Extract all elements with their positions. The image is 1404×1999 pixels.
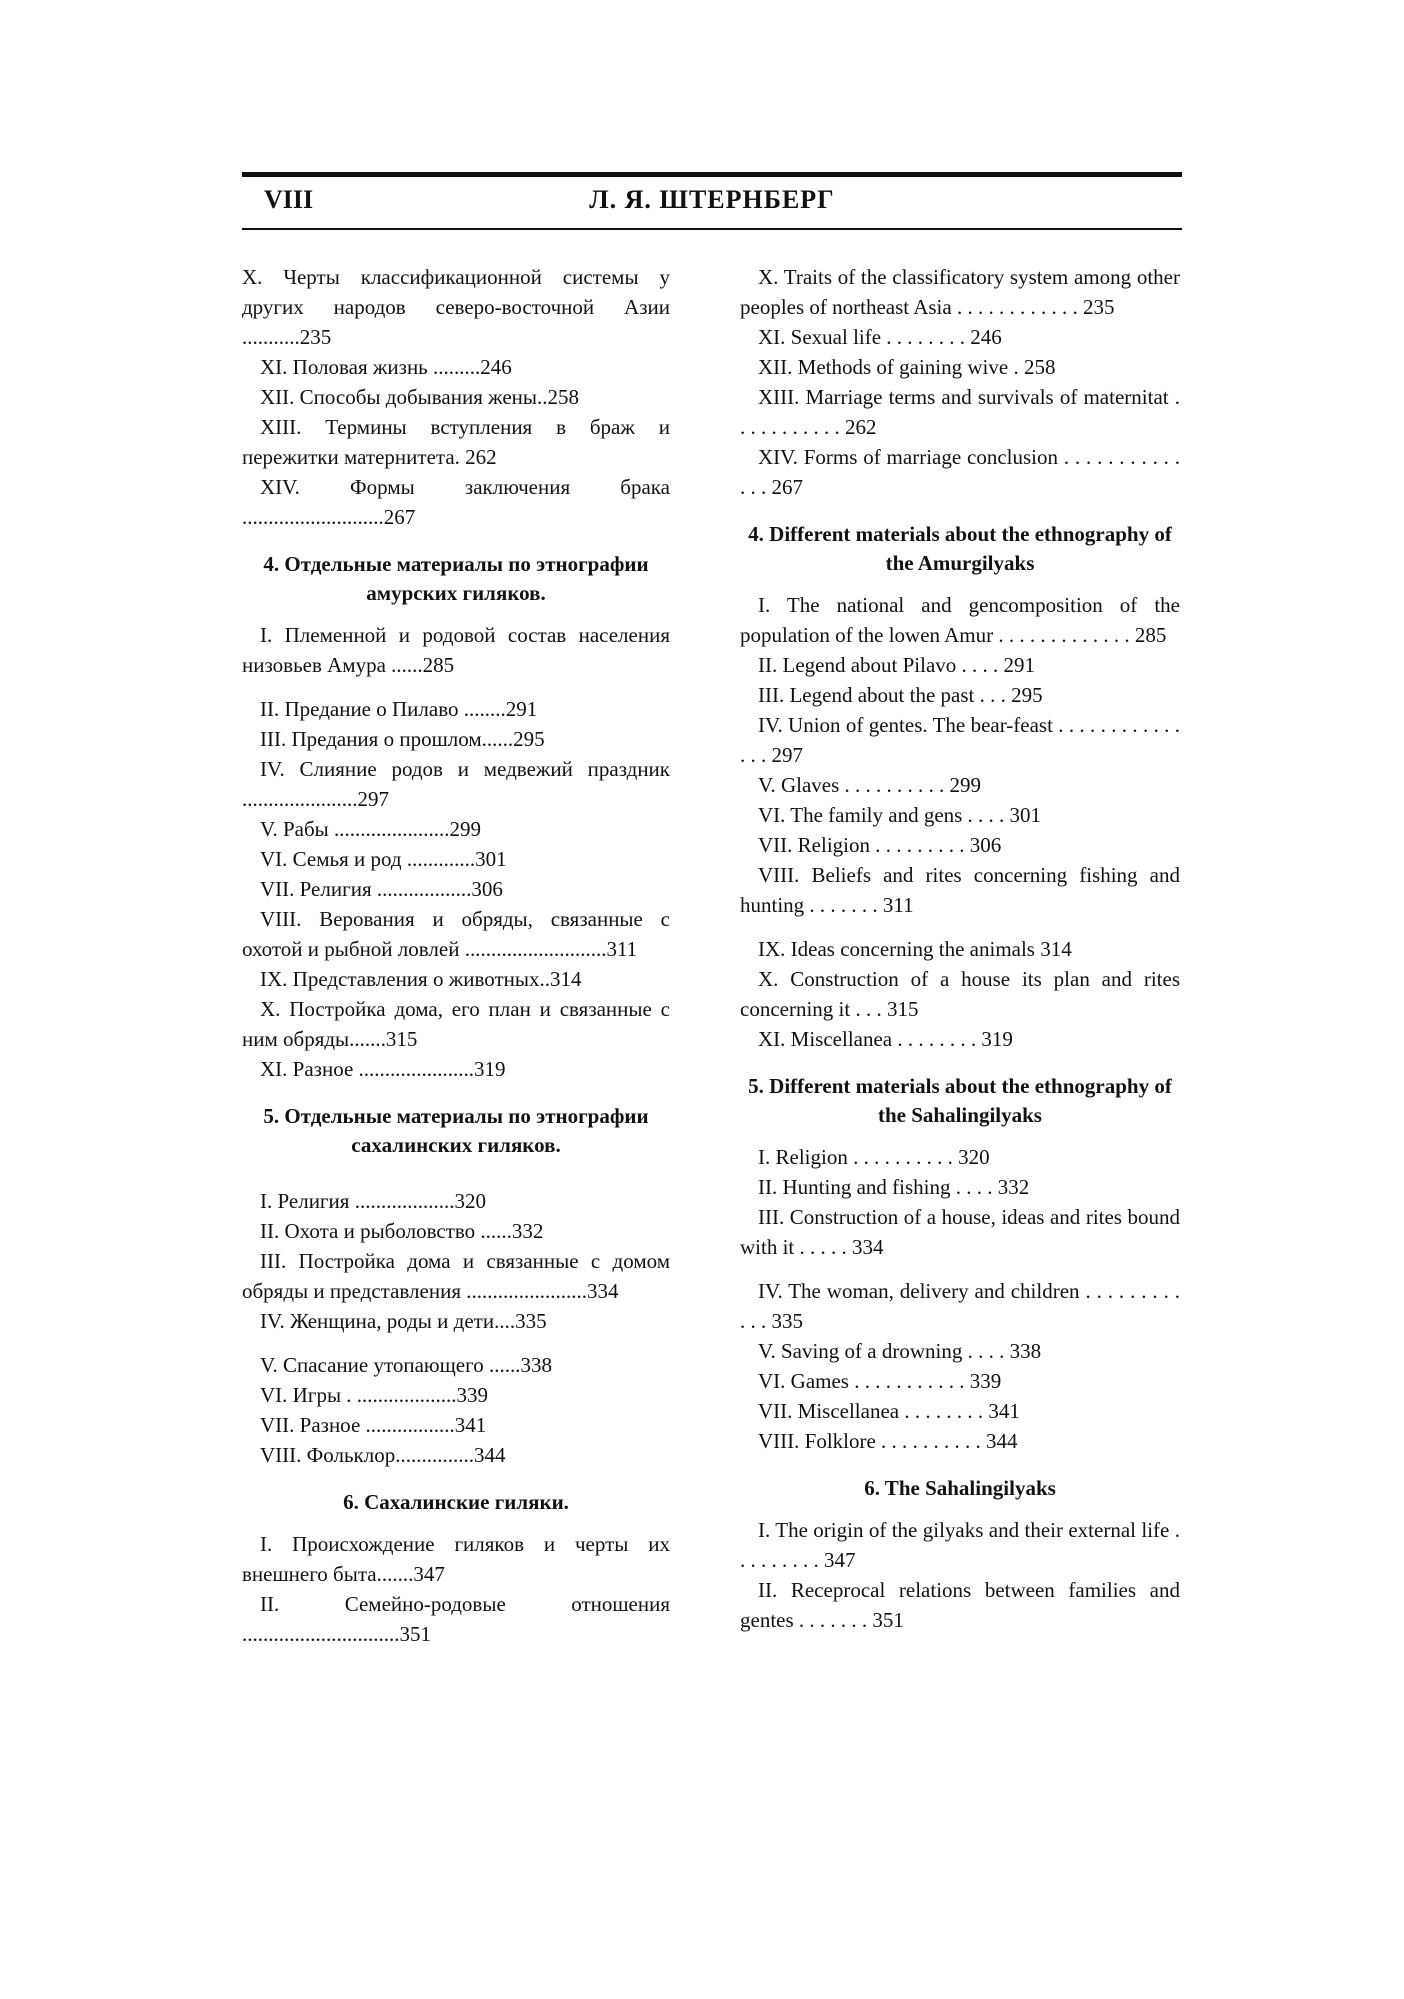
toc-entry: X. Постройка дома, его план и связанные с ним обряды.......315 [242,997,670,1051]
toc-entry: I. Происхождение гиляков и черты их внешнего быта.......347 [242,1532,670,1586]
toc-entry: II. Hunting and fishing . . . . 332 [758,1175,1030,1199]
section-title: 6. The Sahalingilyaks [864,1476,1056,1500]
toc-entry: II. Семейно-родовые отношения ..............................351 [242,1592,670,1646]
toc-entry: VIII. Фольклор...............344 [260,1443,506,1467]
toc-entry: VII. Religion . . . . . . . . . 306 [758,833,1002,857]
page-header [242,185,1182,225]
toc-entry: III. Legend about the past . . . 295 [758,683,1043,707]
toc-entry: XII. Methods of gaining wive . 258 [758,355,1056,379]
section-title: 5. Отдельные материалы по этнографии сахалинских гиляков. [263,1104,649,1157]
section-title: 6. Сахалинские гиляки. [343,1490,569,1514]
header-rule-bottom [242,228,1182,230]
toc-entry: I. Religion . . . . . . . . . . 320 [758,1145,990,1169]
toc-entry: IX. Представления о животных..314 [260,967,582,991]
toc-entry: VI. Игры . ...................339 [260,1383,489,1407]
toc-entry: XI. Sexual life . . . . . . . . 246 [758,325,1002,349]
toc-entry: VII. Религия ..................306 [260,877,503,901]
section-title: 4. Отдельные материалы по этнографии амурских гиляков. [263,552,649,605]
header-rule-top [242,172,1182,177]
toc-entry: X. Traits of the classificatory system among other peoples of northeast Asia . . . . . . . . . . . . 235 [740,265,1180,319]
toc-entry: V. Спасание утопающего ......338 [260,1353,552,1377]
toc-entry: XI. Miscellanea . . . . . . . . 319 [758,1027,1013,1051]
toc-entry: VII. Разное .................341 [260,1413,487,1437]
toc-entry: II. Охота и рыболовство ......332 [260,1219,544,1243]
toc-entry: XIII. Термины вступления в браж и пережитки матернитета. 262 [242,415,670,469]
toc-entry: I. The origin of the gilyaks and their external life . . . . . . . . . 347 [740,1518,1180,1572]
toc-entry: II. Предание о Пилаво ........291 [260,697,538,721]
running-title: Л. Я. ШТЕРНБЕРГ [589,185,835,214]
toc-entry: IV. Union of gentes. The bear-feast . . . . . . . . . . . . . . . 297 [740,713,1180,767]
toc-entry: VII. Miscellanea . . . . . . . . 341 [758,1399,1020,1423]
page-number: VIII [264,185,314,214]
toc-entry: I. Племенной и родовой состав населения низовьев Амура ......285 [242,623,670,677]
toc-entry: XII. Способы добывания жены..258 [260,385,580,409]
english-contents-column [740,262,1180,1635]
toc-entry: III. Постройка дома и связанные с домом обряды и представления .......................334 [242,1249,670,1303]
toc-entry: I. The national and gencomposition of the population of the lowen Amur . . . . . . . . . . . . . 285 [740,593,1180,647]
section-title: 4. Different materials about the ethnography of the Amurgilyaks [748,522,1172,575]
toc-entry: VIII. Folklore . . . . . . . . . . 344 [758,1429,1018,1453]
toc-entry: VIII. Верования и обряды, связанные с охотой и рыбной ловлей ...........................311 [242,907,670,961]
russian-contents-column [242,262,670,1649]
toc-entry: II. Legend about Pilavo . . . . 291 [758,653,1036,677]
toc-entry: V. Glaves . . . . . . . . . . 299 [758,773,982,797]
toc-entry: XIII. Marriage terms and survivals of maternitat . . . . . . . . . . . 262 [740,385,1180,439]
toc-entry: IV. The woman, delivery and children . . . . . . . . . . . . 335 [740,1279,1180,1333]
toc-entry: IX. Ideas concerning the animals 314 [758,937,1072,961]
toc-entry: III. Предания о прошлом......295 [260,727,545,751]
toc-entry: X. Черты классификационной системы у других народов северо-восточной Азии ...........235 [242,265,670,349]
toc-entry: X. Construction of a house its plan and rites concerning it . . . 315 [740,967,1180,1021]
toc-entry: I. Религия ...................320 [260,1189,486,1213]
toc-entry: V. Saving of a drowning . . . . 338 [758,1339,1042,1363]
toc-entry: XI. Половая жизнь .........246 [260,355,512,379]
toc-entry: VI. Games . . . . . . . . . . . 339 [758,1369,1002,1393]
toc-entry: VIII. Beliefs and rites concerning fishing and hunting . . . . . . . 311 [740,863,1180,917]
toc-entry: XI. Разное ......................319 [260,1057,506,1081]
toc-entry: IV. Женщина, роды и дети....335 [260,1309,547,1333]
toc-entry: IV. Слияние родов и медвежий праздник ......................297 [242,757,670,811]
toc-entry: II. Receprocal relations between families and gentes . . . . . . . 351 [740,1578,1180,1632]
toc-entry: III. Construction of a house, ideas and rites bound with it . . . . . 334 [740,1205,1180,1259]
toc-entry: VI. Семья и род .............301 [260,847,507,871]
section-title: 5. Different materials about the ethnography of the Sahalingilyaks [748,1074,1172,1127]
toc-entry: XIV. Forms of marriage conclusion . . . . . . . . . . . . . . 267 [740,445,1180,499]
toc-entry: V. Рабы ......................299 [260,817,482,841]
toc-entry: VI. The family and gens . . . . 301 [758,803,1042,827]
toc-entry: XIV. Формы заключения брака ...........................267 [242,475,670,529]
